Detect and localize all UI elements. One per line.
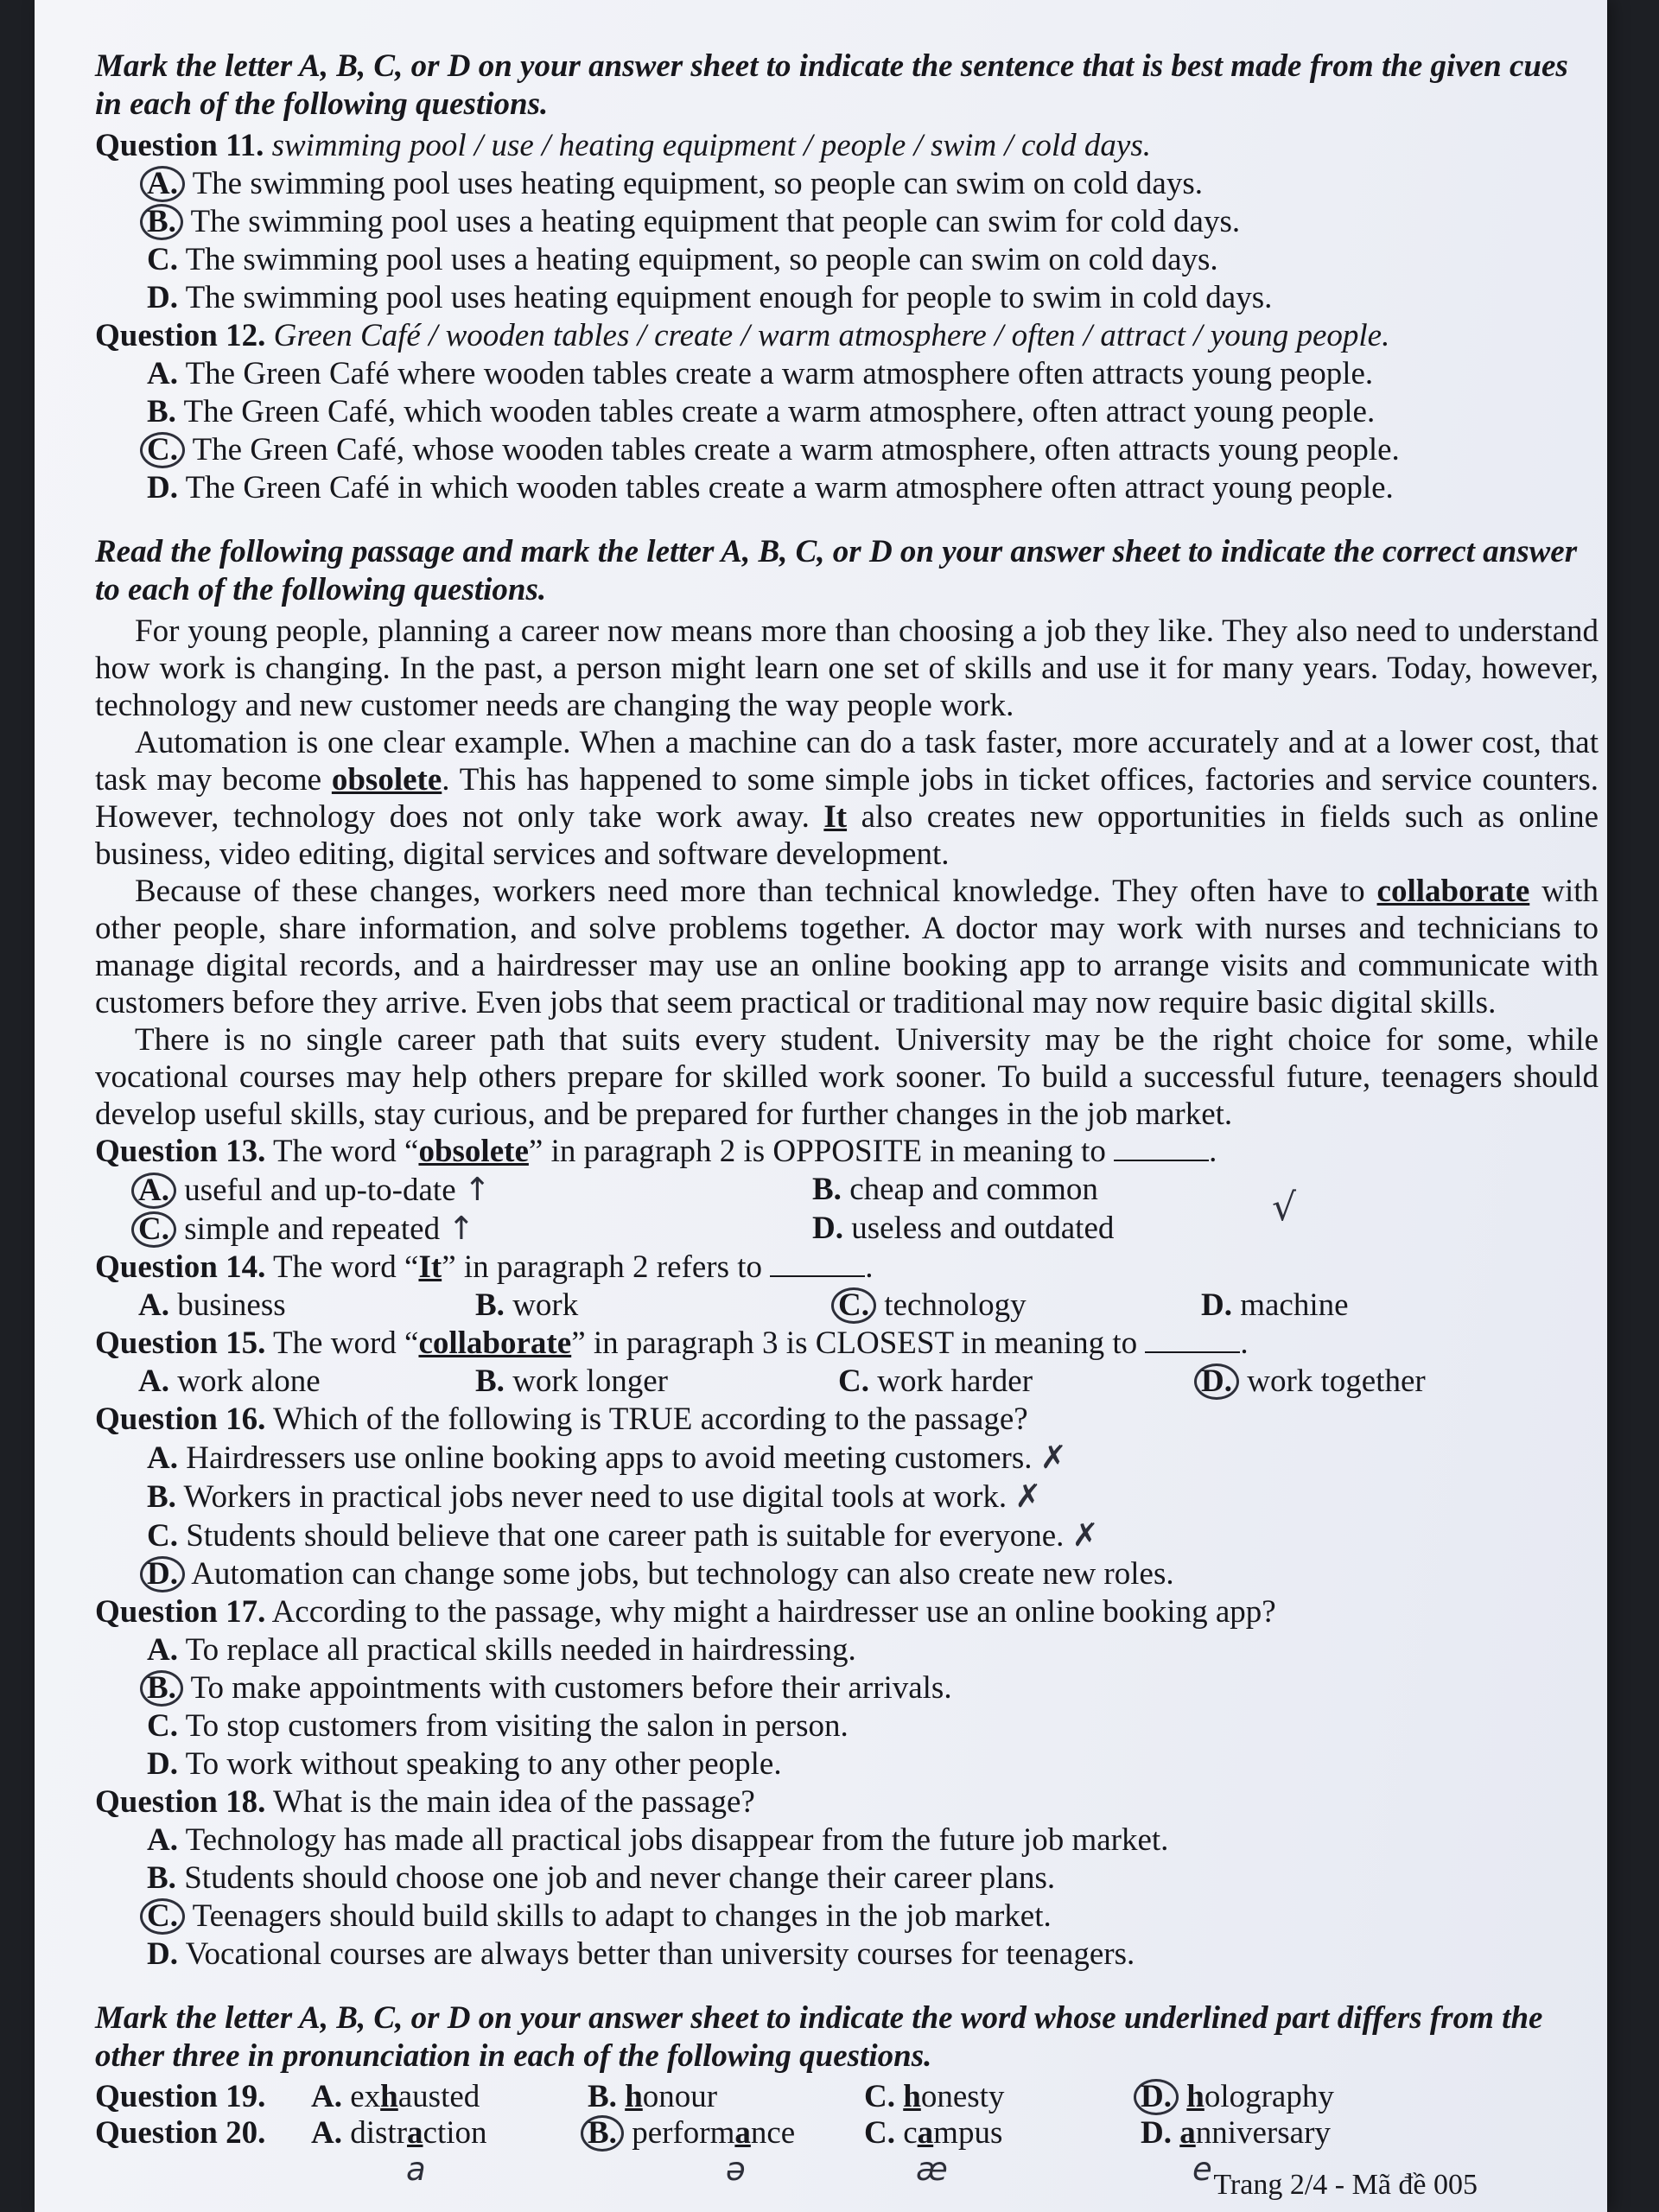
option-16d — [95, 1555, 1599, 1593]
page-footer: Trang 2/4 - Mã đề 005 — [1213, 2169, 1478, 2201]
question-stem: According to the passage, why might a hairdresser use an online booking app? — [271, 1594, 1276, 1630]
options-15 — [95, 1363, 1599, 1401]
options-14 — [95, 1287, 1599, 1325]
question-stem: ” in paragraph 2 refers to — [442, 1249, 763, 1285]
option-19a — [311, 2079, 588, 2115]
option-text: The Green Café where wooden tables create a warm atmosphere often attracts young people. — [185, 356, 1374, 391]
option-20b — [588, 2115, 864, 2152]
option-text: useless and outdated — [851, 1211, 1115, 1246]
option-letter: C. — [131, 1211, 176, 1248]
paragraph-text: also creates new opportunities in fields such as online business, video editing, digital services and software development. — [95, 799, 1599, 872]
question-stem: ” in paragraph 2 is OPPOSITE in meaning to — [528, 1134, 1106, 1169]
option-text: technology — [884, 1287, 1027, 1323]
option-letter: A. — [138, 1363, 169, 1399]
question-number: Question 11. — [95, 128, 264, 163]
option-text: To stop customers from visiting the salon in person. — [185, 1708, 849, 1744]
option-letter: B. — [147, 1860, 176, 1896]
word-part: nniversary — [1195, 2115, 1331, 2151]
passage-paragraph-4: There is no single career path that suits every student. University may be the right choice for some, while vocational courses may help others prepare for skilled work sooner. To build a successful future, teenagers should develop useful skills, stay curious, and be prepared for further changes in the job market. — [95, 1022, 1599, 1132]
question-number: Question 20. — [95, 2115, 266, 2151]
option-text: The swimming pool uses heating equipment, so people can swim on cold days. — [192, 166, 1203, 201]
option-text: The Green Café, whose wooden tables create a warm atmosphere, often attracts young people. — [192, 432, 1400, 467]
word-part: ex — [350, 2079, 381, 2114]
cross-mark-icon: ✗ — [1014, 1478, 1042, 1515]
question-11 — [95, 127, 1599, 165]
option-letter: B. — [581, 2115, 624, 2152]
exam-content — [95, 48, 1599, 2188]
note-20b: ə — [726, 2151, 746, 2188]
option-16c — [95, 1516, 1599, 1555]
option-18a — [95, 1821, 1599, 1859]
option-text: To replace all practical skills needed in hairdressing. — [185, 1632, 856, 1668]
option-letter: A. — [140, 166, 185, 202]
answer-blank — [1145, 1325, 1240, 1353]
option-letter: B. — [475, 1287, 505, 1323]
option-text: useful and up-to-date — [184, 1173, 456, 1208]
option-12d — [95, 469, 1599, 507]
question-19 — [95, 2079, 1599, 2115]
underlined-part: h — [625, 2079, 643, 2114]
option-letter: A. — [147, 1822, 178, 1858]
question-14: Question 14. The word “It” in paragraph 2 refers to . — [95, 1249, 874, 1285]
option-letter: D. — [812, 1211, 843, 1246]
option-15a — [138, 1363, 475, 1401]
option-letter: B. — [475, 1363, 505, 1399]
option-17b — [95, 1669, 1599, 1707]
cross-mark-icon: ✗ — [1071, 1516, 1099, 1554]
question-keyword: It — [418, 1249, 442, 1285]
option-17c — [95, 1707, 1599, 1745]
option-letter: C. — [147, 1518, 178, 1554]
question-number: Question 16. — [95, 1402, 266, 1437]
option-letter: D. — [1194, 1363, 1239, 1400]
option-16a — [95, 1439, 1599, 1478]
underlined-part: h — [1186, 2079, 1205, 2114]
option-text: machine — [1240, 1287, 1349, 1323]
option-letter: C. — [140, 1898, 185, 1935]
question-cue: swimming pool / use / heating equipment / people / swim / cold days. — [271, 128, 1151, 163]
option-text: To make appointments with customers before their arrivals. — [190, 1670, 952, 1706]
option-letter: B. — [812, 1172, 842, 1207]
option-letter: A. — [311, 2115, 342, 2151]
passage-paragraph-3 — [95, 873, 1599, 1021]
keyword-collaborate: collaborate — [1376, 874, 1530, 909]
option-letter: D. — [147, 470, 178, 505]
option-text: business — [177, 1287, 286, 1323]
question-stem: What is the main idea of the passage? — [272, 1784, 755, 1820]
paragraph-text: . This has happened to some simple jobs in ticket offices, factories and service counters. However, technology does not only take work away. — [95, 762, 1599, 835]
question-12 — [95, 317, 1599, 355]
option-letter: C. — [147, 242, 178, 277]
option-14b — [475, 1287, 838, 1325]
option-19b — [588, 2079, 864, 2115]
option-text: Students should choose one job and never change their career plans. — [184, 1860, 1056, 1896]
option-text: The swimming pool uses heating equipment enough for people to swim in cold days. — [185, 280, 1273, 315]
answer-blank — [1114, 1134, 1209, 1161]
option-13b — [812, 1171, 1417, 1210]
option-text: Workers in practical jobs never need to use digital tools at work. — [183, 1479, 1007, 1515]
option-14c — [838, 1287, 1201, 1325]
underlined-part: a — [734, 2115, 751, 2151]
word-part: olography — [1204, 2079, 1334, 2114]
up-arrow-mark-icon: ↑ — [448, 1210, 475, 1247]
underlined-part: h — [903, 2079, 921, 2114]
option-12c — [95, 431, 1599, 469]
option-text: work — [512, 1287, 579, 1323]
exam-sheet — [35, 0, 1607, 2212]
option-15b — [475, 1363, 838, 1401]
underlined-part: a — [407, 2115, 423, 2151]
option-text: The swimming pool uses a heating equipment, so people can swim on cold days. — [185, 242, 1218, 277]
question-keyword: obsolete — [418, 1134, 529, 1169]
underlined-part: a — [917, 2115, 934, 2151]
keyword-obsolete: obsolete — [331, 762, 442, 798]
paragraph-text: Automation is one clear example. When a machine can do a task faster, more accurately and at a lower cost, that task may become — [95, 725, 1599, 798]
option-12b — [95, 393, 1599, 431]
keyword-it: It — [823, 799, 848, 835]
word-part: onour — [642, 2079, 718, 2114]
option-text: work alone — [177, 1363, 321, 1399]
option-letter: D. — [1134, 2079, 1179, 2115]
section2-instruction: Read the following passage and mark the letter A, B, C, or D on your answer sheet to indicate the correct answer to each of the following questions. — [95, 534, 1578, 607]
question-16 — [95, 1401, 1599, 1439]
option-letter: A. — [147, 356, 178, 391]
option-text: Technology has made all practical jobs disappear from the future job market. — [185, 1822, 1169, 1858]
option-13d — [812, 1210, 1417, 1249]
option-13c — [138, 1210, 812, 1249]
option-letter: D. — [147, 1936, 178, 1972]
section1-instruction: Mark the letter A, B, C, or D on your answer sheet to indicate the sentence that is best made from the given cues in each of the following questions. — [95, 48, 1568, 122]
option-letter: A. — [131, 1173, 176, 1209]
word-part: onesty — [920, 2079, 1005, 2114]
option-letter: B. — [588, 2079, 617, 2114]
option-text: Students should believe that one career path is suitable for everyone. — [186, 1518, 1065, 1554]
option-letter: A. — [138, 1287, 169, 1323]
option-16b — [95, 1478, 1599, 1516]
option-20c — [864, 2115, 1141, 2152]
passage-paragraph-1: For young people, planning a career now means more than choosing a job they like. They also need to understand how work is changing. In the past, a person might learn one set of skills and use it for many years. Today, however, technology and new customer needs are changing the way people work. — [95, 613, 1599, 723]
question-18 — [95, 1783, 1599, 1821]
word-part: austed — [397, 2079, 480, 2114]
question-stem: The word “ — [272, 1134, 419, 1169]
note-20c: æ — [916, 2151, 948, 2188]
option-letter: D. — [140, 1556, 185, 1592]
question-number: Question 12. — [95, 318, 266, 353]
paragraph-text: Because of these changes, workers need more than technical knowledge. They often have to — [135, 874, 1377, 909]
option-letter: A. — [147, 1632, 178, 1668]
question-stem: The word “ — [272, 1325, 419, 1361]
option-letter: B. — [147, 1479, 176, 1515]
option-text: Automation can change some jobs, but technology can also create new roles. — [191, 1556, 1174, 1592]
option-letter: C. — [838, 1363, 869, 1399]
option-text: simple and repeated — [184, 1211, 441, 1247]
option-text: The Green Café in which wooden tables create a warm atmosphere often attract young people. — [185, 470, 1394, 505]
option-18c — [95, 1897, 1599, 1936]
question-number: Question 17. — [95, 1594, 266, 1630]
word-part: ction — [423, 2115, 487, 2151]
note-20d: e — [1192, 2151, 1212, 2188]
option-text: Vocational courses are always better than university courses for teenagers. — [185, 1936, 1135, 1972]
word-part: perform — [632, 2115, 735, 2151]
option-letter: A. — [311, 2079, 342, 2114]
question-stem: The word “ — [272, 1249, 419, 1285]
question-number: Question 19. — [95, 2079, 266, 2114]
option-text: Hairdressers use online booking apps to avoid meeting customers. — [186, 1440, 1033, 1476]
option-letter: C. — [864, 2079, 895, 2114]
option-17d — [95, 1745, 1599, 1783]
underlined-part: a — [1179, 2115, 1196, 2151]
question-number: Question 14. — [95, 1249, 266, 1285]
option-letter: B. — [140, 1670, 183, 1707]
question-17 — [95, 1593, 1599, 1631]
option-12a — [95, 355, 1599, 393]
option-text: The Green Café, which wooden tables create a warm atmosphere, often attract young people. — [183, 394, 1376, 429]
question-keyword: collaborate — [418, 1325, 572, 1361]
option-11b — [95, 203, 1599, 241]
question-20 — [95, 2115, 1599, 2152]
option-text: Teenagers should build skills to adapt to changes in the job market. — [192, 1898, 1052, 1934]
word-part: mpus — [933, 2115, 1003, 2151]
option-20d — [1141, 2115, 1434, 2152]
option-text: work longer — [512, 1363, 669, 1399]
option-18d — [95, 1936, 1599, 1974]
option-17a — [95, 1631, 1599, 1669]
option-letter: D. — [1141, 2115, 1172, 2151]
option-15c — [838, 1363, 1201, 1401]
option-19c — [864, 2079, 1141, 2115]
option-14d — [1201, 1287, 1599, 1325]
option-letter: C. — [147, 1708, 178, 1744]
question-number: Question 15. — [95, 1325, 266, 1361]
word-part: c — [903, 2115, 918, 2151]
cross-mark-icon: ✗ — [1039, 1439, 1067, 1476]
question-stem: ” in paragraph 3 is CLOSEST in meaning to — [571, 1325, 1138, 1361]
underlined-part: h — [380, 2079, 398, 2114]
note-20a: a — [406, 2151, 426, 2188]
check-mark-icon: √ — [1272, 1185, 1297, 1230]
option-19d — [1141, 2079, 1434, 2115]
option-20a — [311, 2115, 588, 2152]
option-letter: D. — [1201, 1287, 1232, 1323]
spacer — [95, 2152, 311, 2188]
option-letter: D. — [147, 1746, 178, 1782]
option-text: The swimming pool uses a heating equipment that people can swim for cold days. — [190, 204, 1241, 239]
word-part: distr — [350, 2115, 408, 2151]
question-number: Question 13. — [95, 1134, 266, 1169]
option-letter: C. — [831, 1287, 876, 1324]
option-text: To work without speaking to any other people. — [185, 1746, 782, 1782]
answer-blank — [770, 1249, 865, 1277]
option-letter: D. — [147, 280, 178, 315]
option-text: cheap and common — [849, 1172, 1098, 1207]
question-stem: Which of the following is TRUE according to the passage? — [272, 1402, 1028, 1437]
option-letter: B. — [140, 204, 183, 240]
paragraph-text: with other people, share information, and solve problems together. A doctor may work with nurses and technicians to manage digital records, and a hairdresser may use an online booking app to arrange visits and communicate with customers before they arrive. Even jobs that seem practical or traditional may now require basic digital skills. — [95, 874, 1599, 1020]
option-14a — [138, 1287, 475, 1325]
option-11c — [95, 241, 1599, 279]
option-text: work harder — [877, 1363, 1033, 1399]
question-cue: Green Café / wooden tables / create / warm atmosphere / often / attract / young people. — [273, 318, 1390, 353]
option-letter: C. — [864, 2115, 895, 2151]
option-letter: C. — [140, 432, 185, 468]
option-11a — [95, 165, 1599, 203]
up-arrow-mark-icon: ↑ — [463, 1171, 491, 1208]
section3-instruction: Mark the letter A, B, C, or D on your answer sheet to indicate the word whose underlined part differs from the other three in pronunciation in each of the following questions. — [95, 2000, 1543, 2074]
question-13: Question 13. The word “obsolete” in paragraph 2 is OPPOSITE in meaning to . — [95, 1134, 1217, 1169]
option-11d — [95, 279, 1599, 317]
option-text: work together — [1247, 1363, 1426, 1399]
option-letter: B. — [147, 394, 176, 429]
question-15: Question 15. The word “collaborate” in paragraph 3 is CLOSEST in meaning to . — [95, 1325, 1249, 1361]
question-number: Question 18. — [95, 1784, 266, 1820]
option-18b — [95, 1859, 1599, 1897]
option-15d — [1201, 1363, 1599, 1401]
option-letter: A. — [147, 1440, 178, 1476]
options-13 — [95, 1171, 1599, 1249]
passage-paragraph-2 — [95, 724, 1599, 873]
word-part: nce — [750, 2115, 796, 2151]
option-13a — [138, 1171, 812, 1210]
